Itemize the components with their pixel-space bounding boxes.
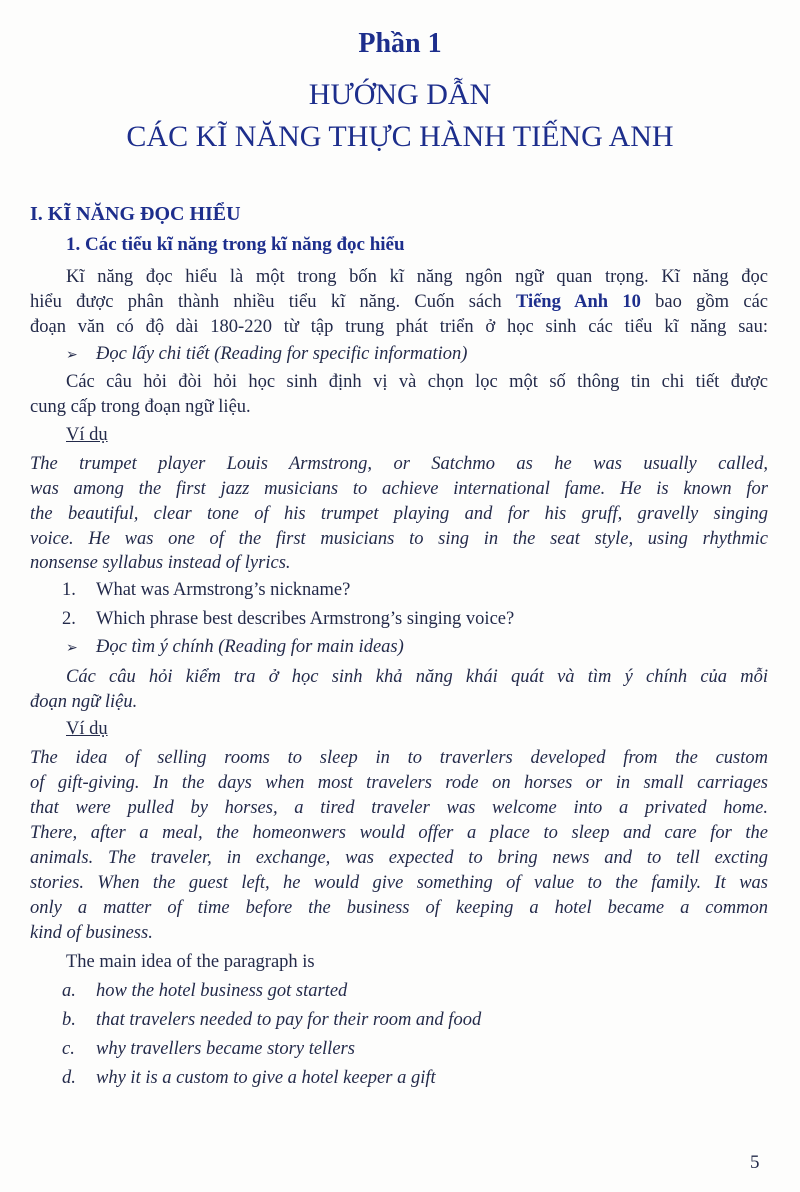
passage-1-line: was among the first jazz musicians to achieve international fame. He is known for	[30, 479, 768, 499]
skill-1-desc-1: Các câu hỏi đòi hỏi học sinh định vị và chọn lọc một số thông tin chi tiết được	[66, 372, 768, 392]
passage-2-line: only a matter of time before the business of keeping a hotel became a common	[30, 898, 768, 918]
arrow-bullet-icon: ➢	[66, 641, 78, 656]
example-label-1: Ví dụ	[66, 425, 108, 445]
answer-option-a	[62, 979, 347, 1003]
question-text: What was Armstrong’s nickname?	[96, 580, 351, 600]
skill-1-title	[66, 342, 467, 368]
part-label: Phần 1	[358, 28, 442, 59]
intro-text-a: hiểu được phân thành nhiều tiểu kĩ năng. Cuốn sách	[30, 292, 516, 312]
skill-2-desc-2: đoạn ngữ liệu.	[30, 692, 138, 712]
passage-1-line: nonsense syllabus instead of lyrics.	[30, 553, 291, 573]
book-title: Tiếng Anh 10	[515, 292, 641, 312]
passage-1-line: The trumpet player Louis Armstrong, or Satchmo as he was usually called,	[30, 454, 768, 474]
answer-option-c	[62, 1037, 355, 1061]
option-letter: b.	[62, 1010, 76, 1030]
page-number: 5	[750, 1152, 760, 1173]
passage-2-line: that were pulled by horses, a tired traveler was welcome into a privated home.	[30, 798, 768, 818]
question-number: 2.	[62, 609, 76, 629]
option-letter: d.	[62, 1068, 76, 1088]
page-title-line-1: HƯỚNG DẪN	[308, 78, 492, 111]
intro-text-c: bao gồm các	[640, 292, 769, 312]
skill-2-title-text: Đọc tìm ý chính (Reading for main ideas)	[96, 637, 404, 657]
page-title-line-2: CÁC KĨ NĂNG THỰC HÀNH TIẾNG ANH	[126, 120, 674, 153]
option-text: why it is a custom to give a hotel keeper a gift	[96, 1068, 436, 1088]
question-2	[62, 607, 514, 631]
passage-2-line: of gift-giving. In the days when most travelers rode on horses or in small carriages	[30, 773, 768, 793]
question-1	[62, 578, 350, 602]
option-text: why travellers became story tellers	[96, 1039, 355, 1059]
passage-2-line: There, after a meal, the homeonwers would offer a place to sleep and care for the	[30, 823, 768, 843]
skill-2-title	[66, 635, 404, 661]
question-number: 1.	[62, 580, 76, 600]
option-text: how the hotel business got started	[96, 981, 348, 1001]
answer-option-b	[62, 1008, 481, 1032]
option-letter: c.	[62, 1039, 75, 1059]
passage-2-line: animals. The traveler, in exchange, was expected to bring news and to tell excting	[30, 848, 768, 868]
intro-line-1: Kĩ năng đọc hiểu là một trong bốn kĩ năng ngôn ngữ quan trọng. Kĩ năng đọc	[66, 267, 768, 287]
intro-line-2	[30, 290, 768, 314]
main-idea-question: The main idea of the paragraph is	[66, 952, 315, 972]
passage-2-line: stories. When the guest left, he would give something of value to the family. It was	[30, 873, 768, 893]
section-heading: I. KĨ NĂNG ĐỌC HIỂU	[30, 203, 241, 225]
answer-option-d	[62, 1066, 436, 1090]
skill-1-title-text: Đọc lấy chi tiết (Reading for specific information)	[96, 344, 468, 364]
question-text: Which phrase best describes Armstrong’s singing voice?	[96, 609, 515, 629]
subsection-heading: 1. Các tiểu kĩ năng trong kĩ năng đọc hiểu	[66, 234, 405, 255]
skill-2-desc-1: Các câu hỏi kiểm tra ở học sinh khả năng khái quát và tìm ý chính của mỗi	[66, 667, 768, 687]
passage-1-line: voice. He was one of the first musicians to sing in the seat style, using rhythmic	[30, 529, 768, 549]
option-text: that travelers needed to pay for their room and food	[96, 1010, 482, 1030]
passage-2-line: The idea of selling rooms to sleep in to traverlers developed from the custom	[30, 748, 768, 768]
option-letter: a.	[62, 981, 76, 1001]
arrow-bullet-icon: ➢	[66, 348, 78, 363]
passage-2-line: kind of business.	[30, 923, 153, 943]
intro-line-3: đoạn văn có độ dài 180-220 từ tập trung phát triển ở học sinh các tiểu kĩ năng sau:	[30, 317, 768, 337]
skill-1-desc-2: cung cấp trong đoạn ngữ liệu.	[30, 397, 251, 417]
passage-1-line: the beautiful, clear tone of his trumpet playing and for his gruff, gravelly singing	[30, 504, 768, 524]
example-label-2: Ví dụ	[66, 719, 108, 739]
